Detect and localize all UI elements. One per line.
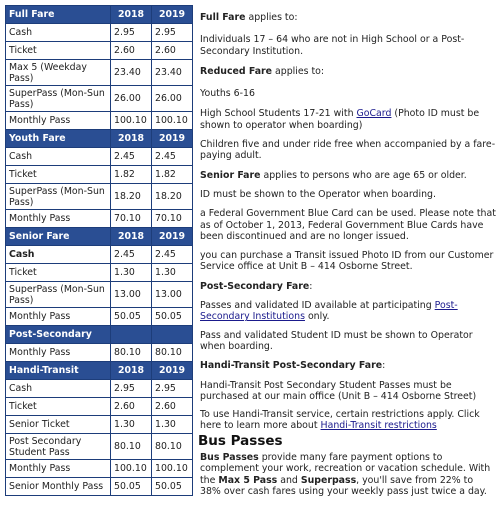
fare-label: Ticket [6,166,111,184]
postsec-passes-note [200,300,496,323]
fare-value: 80.10 [152,434,193,460]
fare-label: Ticket [6,42,111,60]
fare-value: 2.95 [111,380,152,398]
fare-value: 100.10 [152,460,193,478]
section-year-header: 2018 [111,6,152,24]
bus-passes-title: Bus Passes [198,432,283,449]
section-title: Handi-Transit [6,362,111,380]
postsec-passes-prefix: Passes and validated ID available at participating [200,300,435,312]
section-header-row [6,130,193,148]
fare-value: 100.10 [152,112,193,130]
senior-bluecard-note: a Federal Government Blue Card can be used. Please note that as of October 1, 2013, Federal Government Blue Cards have been discontinued and are no longer issued. [200,208,496,242]
fare-value: 2.60 [111,398,152,416]
section-year-header: 2019 [152,6,193,24]
senior-fare-heading [200,170,496,181]
section-title: Youth Fare [6,130,111,148]
section-year-header: 2019 [152,130,193,148]
fare-row [6,434,193,460]
postsec-fare-heading [200,281,496,292]
fare-value: 50.05 [152,308,193,326]
fare-value: 80.10 [111,344,152,362]
fare-value: 80.10 [111,434,152,460]
section-title: Full Fare [6,6,111,24]
fare-info-panel [200,12,496,497]
section-header-row [6,362,193,380]
senior-fare-heading-suffix: applies to persons who are age 65 or older. [260,169,467,181]
fare-value: 1.82 [111,166,152,184]
handi-fare-heading-label: Handi-Transit Post-Secondary Fare [200,360,383,372]
fare-label: Monthly Pass [6,112,111,130]
fare-label: SuperPass (Mon-Sun Pass) [6,184,111,210]
fare-value: 1.82 [152,166,193,184]
fare-value: 23.40 [111,60,152,86]
fare-row [6,148,193,166]
fare-value: 2.95 [152,380,193,398]
fare-value: 2.60 [152,42,193,60]
fare-label: Max 5 (Weekday Pass) [6,60,111,86]
fare-label: Senior Monthly Pass [6,478,111,496]
fare-value: 2.60 [152,398,193,416]
fare-row [6,42,193,60]
fare-value: 50.05 [111,478,152,496]
fare-value: 100.10 [111,460,152,478]
fare-value: 50.05 [111,308,152,326]
postsec-fare-heading-label: Post-Secondary Fare [200,280,310,292]
fare-table-body [6,6,193,496]
section-year-header: 2019 [152,228,193,246]
section-title: Post-Secondary [6,326,111,344]
bus-passes-body [200,452,496,497]
fare-value: 2.60 [111,42,152,60]
full-fare-heading-label: Full Fare [200,12,246,23]
section-header-row [6,6,193,24]
fare-value: 2.45 [111,246,152,264]
section-year-header: 2018 [111,362,152,380]
section-year-header: 2019 [152,362,193,380]
fare-value: 80.10 [152,344,193,362]
full-fare-body: Individuals 17 – 64 who are not in High School or a Post-Secondary Institution. [200,34,465,57]
handi-restrictions-link[interactable]: Handi-Transit restrictions [320,420,437,432]
fare-row [6,344,193,362]
fare-value: 70.10 [152,210,193,228]
fare-row [6,416,193,434]
fare-table [5,5,193,496]
section-year-header: 2018 [111,228,152,246]
fare-label: Cash [6,148,111,166]
fare-row [6,398,193,416]
fare-row [6,478,193,496]
section-header-row [6,326,193,344]
bus-passes-bold: Bus Passes [200,452,259,464]
senior-fare-heading-label: Senior Fare [200,169,261,181]
fare-row [6,246,193,264]
fare-value: 70.10 [111,210,152,228]
section-year-header [152,326,193,344]
postsec-id-note: Pass and validated Student ID must be shown to Operator when boarding. [200,329,473,352]
fare-value: 18.20 [111,184,152,210]
handi-fare-heading [200,360,496,371]
fare-value: 1.30 [152,264,193,282]
fare-label: SuperPass (Mon-Sun Pass) [6,86,111,112]
fare-label: Post Secondary Student Pass [6,434,111,460]
fare-value: 2.95 [152,24,193,42]
gocard-link[interactable]: GoCard [356,108,392,120]
section-year-header [111,326,152,344]
fare-label: Cash [6,24,111,42]
fare-label: SuperPass (Mon-Sun Pass) [6,282,111,308]
fare-row [6,380,193,398]
handi-fare-heading-suffix: : [382,360,386,372]
fare-value: 2.45 [152,246,193,264]
fare-value: 2.95 [111,24,152,42]
fare-value: 1.30 [111,264,152,282]
fare-label: Monthly Pass [6,210,111,228]
handi-restrict-prefix: To use Handi-Transit service, certain restrictions apply. Click here to learn more about [200,409,480,432]
senior-id-note: ID must be shown to the Operator when boarding. [200,188,436,200]
postsec-passes-suffix: only. [304,311,330,323]
fare-value: 1.30 [152,416,193,434]
fare-row [6,264,193,282]
reduced-children: Children five and under ride free when accompanied by a fare-paying adult. [200,139,496,162]
fare-value: 13.00 [152,282,193,308]
fare-row [6,166,193,184]
fare-row [6,60,193,86]
bus-passes-body2: , you'll save from 22% to 38% over cash fares using your weekly pass just twice a day. [200,474,487,497]
handi-body: Handi-Transit Post Secondary Student Passes must be purchased at our main office (Unit B – 414 Osborne Street) [200,379,477,402]
postsec-institutions-link[interactable]: Post-Secondary Institutions [200,300,458,323]
fare-label: Ticket [6,398,111,416]
fare-row [6,282,193,308]
reduced-fare-heading [200,66,496,77]
reduced-high-school [200,108,496,131]
section-year-header: 2018 [111,130,152,148]
fare-row [6,24,193,42]
fare-label: Monthly Pass [6,308,111,326]
reduced-youths: Youths 6-16 [200,88,255,100]
fare-row [6,86,193,112]
fare-row [6,210,193,228]
fare-value: 13.00 [111,282,152,308]
reduced-hs-suffix: (Photo ID must be shown to operator when boarding) [200,108,480,131]
fare-value: 26.00 [111,86,152,112]
handi-restrictions-note [200,409,496,432]
bus-passes-superpass: Superpass [300,474,357,486]
bus-passes-max5: Max 5 Pass [218,474,278,486]
fare-value: 2.45 [152,148,193,166]
fare-label: Monthly Pass [6,460,111,478]
fare-label: Cash [6,246,111,264]
fare-row [6,112,193,130]
fare-value: 50.05 [152,478,193,496]
fare-row [6,308,193,326]
fare-value: 100.10 [111,112,152,130]
full-fare-heading [200,12,496,23]
fare-label: Senior Ticket [6,416,111,434]
bus-passes-body1: provide many fare payment options to complement your work, recreation or vacation schedule. With the [200,452,491,486]
fare-label: Ticket [6,264,111,282]
section-header-row [6,228,193,246]
fare-value: 26.00 [152,86,193,112]
postsec-fare-heading-suffix: : [309,280,313,292]
fare-row [6,460,193,478]
fare-label: Monthly Pass [6,344,111,362]
reduced-hs-prefix: High School Students 17-21 with [200,108,357,120]
fare-value: 23.40 [152,60,193,86]
reduced-fare-heading-label: Reduced Fare [200,65,273,77]
bus-passes-and: and [277,474,301,486]
fare-row [6,184,193,210]
senior-photoid-note: you can purchase a Transit issued Photo ID from our Customer Service office at Unit B – 414 Osborne Street. [200,250,494,273]
fare-value: 1.30 [111,416,152,434]
reduced-fare-heading-suffix: applies to: [272,65,325,77]
section-title: Senior Fare [6,228,111,246]
fare-value: 18.20 [152,184,193,210]
fare-value: 2.45 [111,148,152,166]
full-fare-heading-suffix: applies to: [245,12,298,23]
fare-label: Cash [6,380,111,398]
